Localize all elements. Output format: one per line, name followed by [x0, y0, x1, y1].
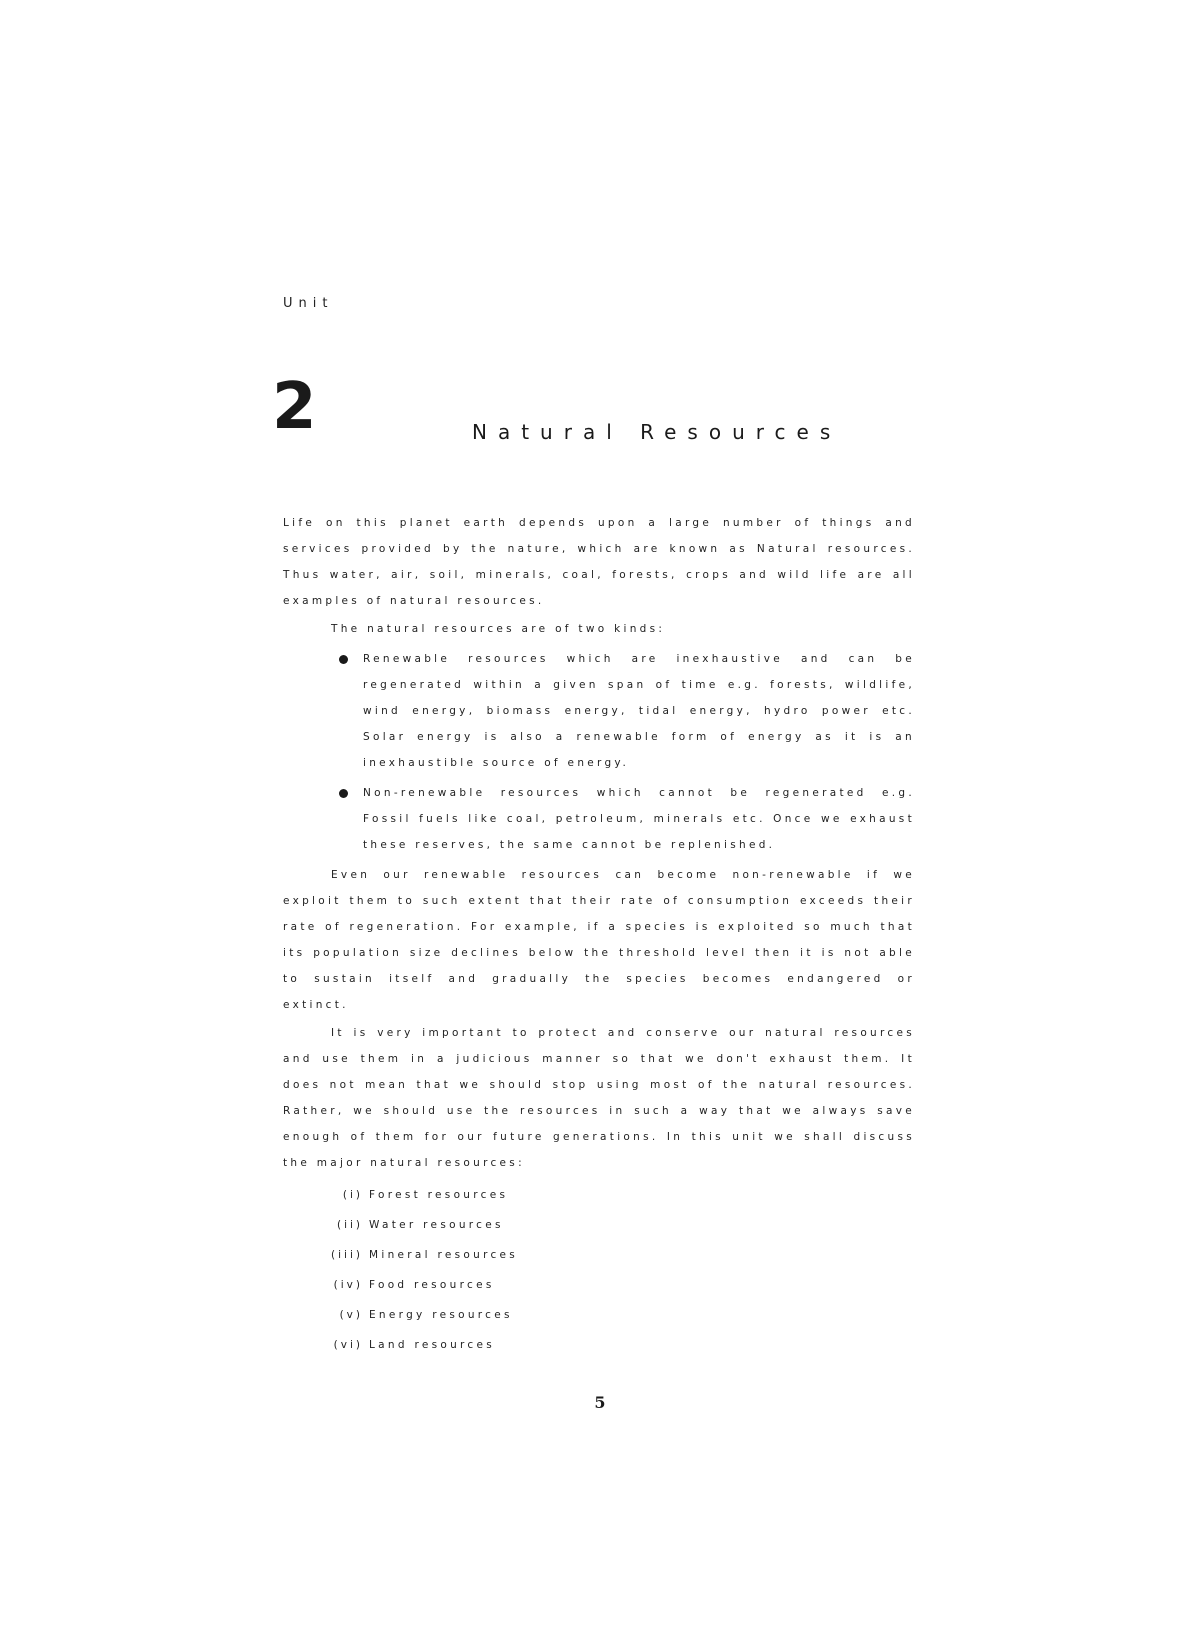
list-item — [283, 1180, 915, 1210]
list-numeral: (ii) — [336, 1219, 363, 1231]
list-numeral: (vi) — [333, 1339, 363, 1351]
conserve-paragraph: It is very important to protect and conserve our natural resources and use them in a judicious manner so that we don't exhaust them. It does not mean that we should stop using most of the natural resources. Rather, we should use the resources in such a way that we always save enough of them for our future generations. In this unit we shall discuss the major natural resources: — [283, 1027, 915, 1169]
list-label: Mineral resources — [369, 1249, 519, 1261]
list-item — [283, 1240, 915, 1270]
list-label: Food resources — [369, 1279, 495, 1291]
list-item — [283, 1210, 915, 1240]
intro-paragraph: Life on this planet earth depends upon a large number of things and services provided by the nature, which are known as Natural resources. Thus water, air, soil, minerals, coal, forests, crops and wild life are all examples of natural resources. — [283, 517, 915, 607]
list-label: Water resources — [369, 1219, 504, 1231]
page-number: 5 — [594, 1393, 606, 1412]
list-numeral: (i) — [342, 1189, 363, 1201]
list-numeral: (iv) — [333, 1279, 363, 1291]
unit-title: Natural Resources — [472, 420, 842, 444]
list-item — [339, 646, 915, 776]
list-item — [339, 780, 915, 858]
kinds-intro: The natural resources are of two kinds: — [331, 623, 666, 635]
body-text — [283, 510, 915, 1360]
list-numeral: (iii) — [331, 1249, 363, 1261]
kinds-list — [283, 646, 915, 858]
list-item — [283, 1330, 915, 1360]
kind-renewable: Renewable resources which are inexhaustive and can be regenerated within a given span of time e.g. forests, wildlife, wind energy, biomass energy, tidal energy, hydro power etc. Solar energy is also a renewable form of energy as it is an inexhaustible source of energy. — [363, 653, 915, 769]
unit-number: 2 — [272, 370, 317, 444]
renewable-paragraph: Even our renewable resources can become non-renewable if we exploit them to such extent that their rate of consumption exceeds their rate of regeneration. For example, if a species is exploited so much that its population size declines below the threshold level then it is not able to sustain itself and gradually the species becomes endangered or extinct. — [283, 869, 915, 1011]
bullet-icon — [339, 789, 348, 798]
kind-non-renewable: Non-renewable resources which cannot be regenerated e.g. Fossil fuels like coal, petroleum, minerals etc. Once we exhaust these reserves, the same cannot be replenished. — [363, 787, 915, 851]
unit-label: Unit — [283, 296, 334, 311]
list-item — [283, 1270, 915, 1300]
list-numeral: (v) — [339, 1309, 363, 1321]
resource-list — [283, 1180, 915, 1360]
list-item — [283, 1300, 915, 1330]
list-label: Energy resources — [369, 1309, 513, 1321]
bullet-icon — [339, 655, 348, 664]
list-label: Land resources — [369, 1339, 496, 1351]
list-label: Forest resources — [369, 1189, 509, 1201]
